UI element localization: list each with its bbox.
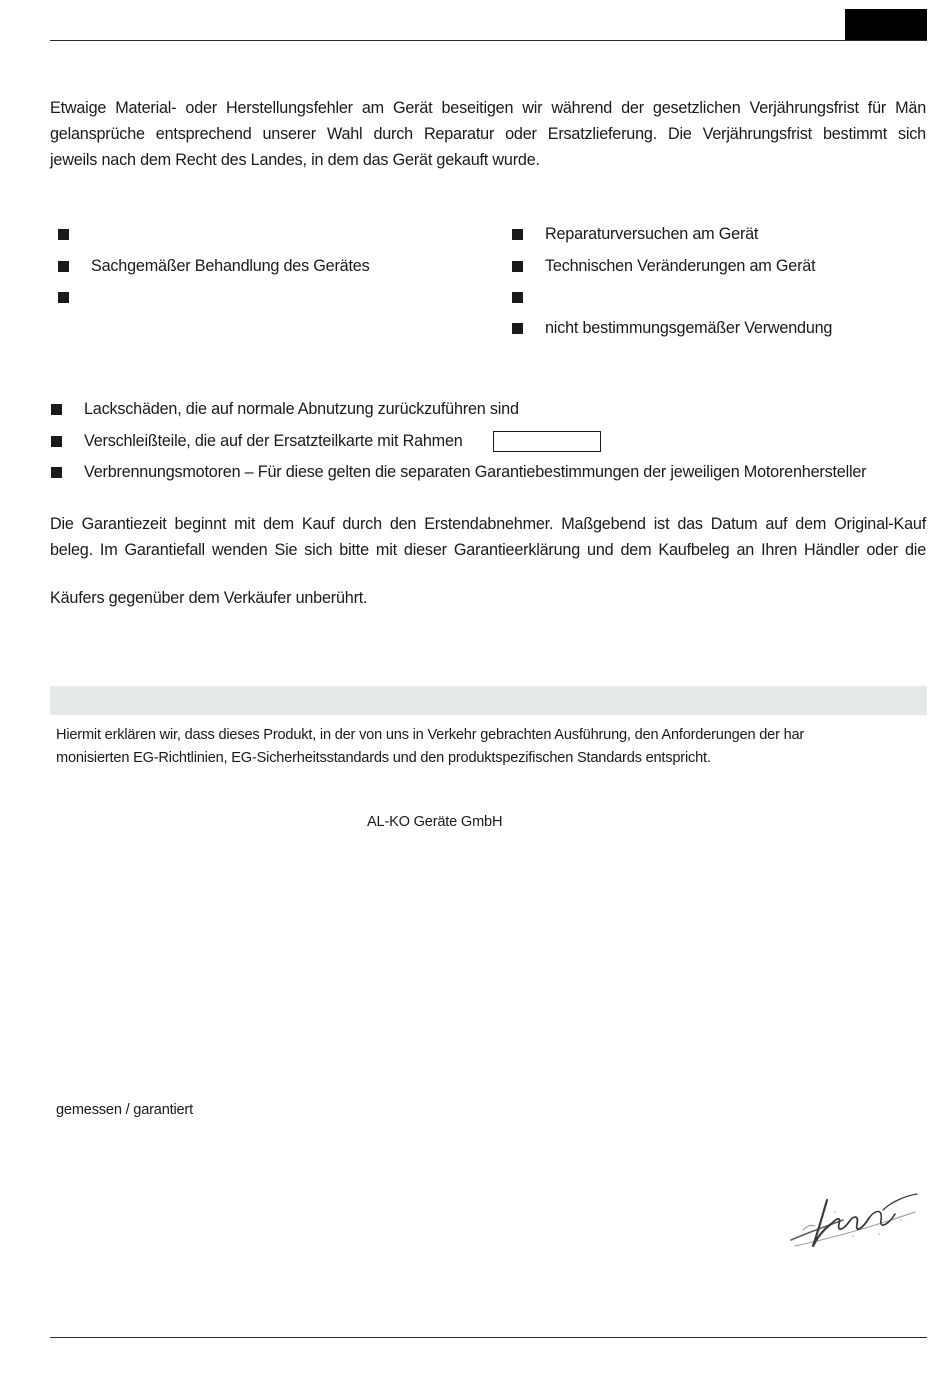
list-bullet (58, 292, 69, 303)
exclusion-item-1: Lackschäden, die auf normale Abnutzung zurückzuführen sind (84, 400, 519, 418)
exclusion-item-3: Verbrennungsmotoren – Für diese gelten die separaten Garantiebestimmungen der jeweiligen Motorenhersteller (84, 463, 867, 481)
warranty-line-3: Käufers gegenüber dem Verkäufer unberührt. (50, 589, 368, 607)
warranty-line-1: Die Garantiezeit beginnt mit dem Kauf durch den Erstendabnehmer. Maßgebend ist das Datum auf dem Original-Kauf (50, 515, 926, 533)
warranty-line-2: beleg. Im Garantiefall wenden Sie sich bitte mit dieser Garantieerklärung und dem Kaufbeleg an Ihren Händler oder die (50, 541, 926, 559)
warranty-paragraph (50, 511, 926, 563)
signature-image (783, 1190, 923, 1254)
list-bullet (51, 404, 62, 415)
page-number-tab (845, 9, 927, 40)
list-bullet (512, 261, 523, 272)
defects-line-3: jeweils nach dem Recht des Landes, in dem das Gerät gekauft wurde. (50, 151, 540, 169)
declaration-heading-band (50, 686, 927, 715)
exclusion-item-2: Verschleißteile, die auf der Ersatzteilkarte mit Rahmen (84, 432, 463, 450)
defects-line-1: Etwaige Material- oder Herstellungsfehler am Gerät beseitigen wir während der gesetzlichen Verjährungsfrist für Män (50, 99, 926, 117)
right-list-item-1: Reparaturversuchen am Gerät (545, 225, 759, 243)
header-rule (50, 40, 927, 41)
right-list-item-2: Technischen Veränderungen am Gerät (545, 257, 816, 275)
sound-level-label: gemessen / garantiert (56, 1102, 193, 1118)
declaration-line-2: monisierten EG-Richtlinien, EG-Sicherheitsstandards und den produktspezifischen Standards entspricht. (56, 750, 711, 766)
list-bullet (51, 467, 62, 478)
defects-line-2: gelansprüche entsprechend unserer Wahl durch Reparatur oder Ersatzlieferung. Die Verjährungsfrist bestimmt sich (50, 125, 926, 143)
list-bullet (58, 229, 69, 240)
list-bullet (51, 436, 62, 447)
manufacturer-name: AL-KO Geräte GmbH (367, 814, 503, 830)
right-list-item-4: nicht bestimmungsgemäßer Verwendung (545, 319, 833, 337)
list-bullet (512, 229, 523, 240)
list-bullet (512, 292, 523, 303)
list-bullet (58, 261, 69, 272)
frame-symbol-box (493, 431, 601, 452)
declaration-line-1: Hiermit erklären wir, dass dieses Produkt, in der von uns in Verkehr gebrachten Ausführung, den Anforderungen der har (56, 727, 805, 743)
footer-rule (50, 1337, 927, 1338)
left-list-item-2: Sachgemäßer Behandlung des Gerätes (91, 257, 370, 275)
list-bullet (512, 323, 523, 334)
defects-paragraph (50, 95, 926, 173)
